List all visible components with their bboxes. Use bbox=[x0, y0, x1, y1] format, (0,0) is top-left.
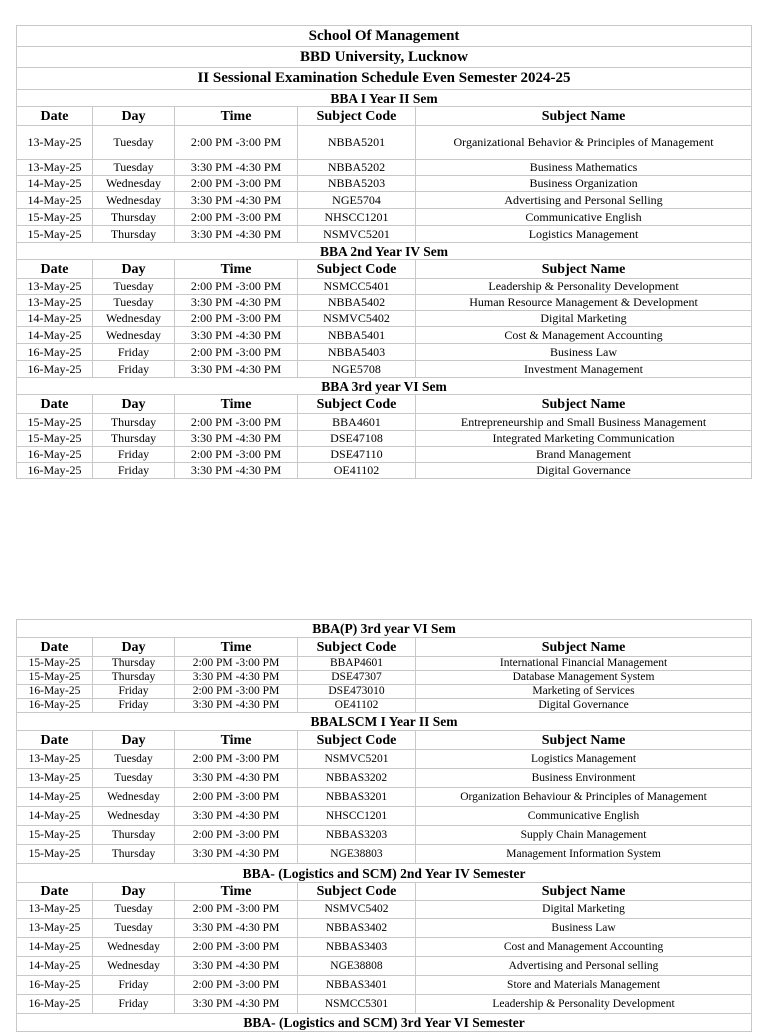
column-header-row bbox=[17, 395, 752, 414]
table-row bbox=[17, 192, 752, 209]
section-title-row bbox=[17, 90, 752, 107]
table-row bbox=[17, 126, 752, 160]
subject-code-cell: NBBA5403 bbox=[298, 344, 416, 361]
time-cell: 3:30 PM -4:30 PM bbox=[175, 995, 298, 1014]
subject-code-cell: NBBAS3202 bbox=[298, 769, 416, 788]
date-cell: 15-May-25 bbox=[17, 414, 93, 431]
subject-name-cell: Advertising and Personal Selling bbox=[416, 192, 752, 209]
time-cell: 3:30 PM -4:30 PM bbox=[175, 463, 298, 479]
date-cell: 13-May-25 bbox=[17, 295, 93, 311]
subject-code-cell: DSE47307 bbox=[298, 671, 416, 685]
subject-code-cell: NBBA5201 bbox=[298, 126, 416, 160]
subject-name-cell: Brand Management bbox=[416, 447, 752, 463]
column-header-row bbox=[17, 883, 752, 901]
time-cell: 2:00 PM -3:00 PM bbox=[175, 126, 298, 160]
date-cell: 16-May-25 bbox=[17, 361, 93, 378]
day-cell: Thursday bbox=[93, 226, 175, 243]
subject-code-cell: NBBAS3403 bbox=[298, 938, 416, 957]
day-cell: Thursday bbox=[93, 414, 175, 431]
subject-code-cell: NBBAS3401 bbox=[298, 976, 416, 995]
table-row bbox=[17, 226, 752, 243]
column-header-date: Date bbox=[17, 395, 93, 414]
section-title-row bbox=[17, 864, 752, 883]
date-cell: 16-May-25 bbox=[17, 463, 93, 479]
date-cell: 15-May-25 bbox=[17, 657, 93, 671]
subject-code-cell: NBBAS3402 bbox=[298, 919, 416, 938]
table-row bbox=[17, 671, 752, 685]
table-row bbox=[17, 327, 752, 344]
day-cell: Tuesday bbox=[93, 126, 175, 160]
time-cell: 2:00 PM -3:00 PM bbox=[175, 826, 298, 845]
day-cell: Friday bbox=[93, 995, 175, 1014]
table-row bbox=[17, 295, 752, 311]
date-cell: 13-May-25 bbox=[17, 279, 93, 295]
day-cell: Friday bbox=[93, 699, 175, 713]
table-row bbox=[17, 463, 752, 479]
time-cell: 3:30 PM -4:30 PM bbox=[175, 919, 298, 938]
day-cell: Tuesday bbox=[93, 919, 175, 938]
date-cell: 14-May-25 bbox=[17, 807, 93, 826]
column-header-date: Date bbox=[17, 107, 93, 126]
date-cell: 16-May-25 bbox=[17, 699, 93, 713]
time-cell: 2:00 PM -3:00 PM bbox=[175, 938, 298, 957]
table-row bbox=[17, 901, 752, 919]
time-cell: 3:30 PM -4:30 PM bbox=[175, 431, 298, 447]
time-cell: 2:00 PM -3:00 PM bbox=[175, 447, 298, 463]
subject-name-cell: Store and Materials Management bbox=[416, 976, 752, 995]
day-cell: Friday bbox=[93, 976, 175, 995]
subject-code-cell: NBBA5203 bbox=[298, 176, 416, 192]
time-cell: 2:00 PM -3:00 PM bbox=[175, 279, 298, 295]
subject-code-cell: NGE5708 bbox=[298, 361, 416, 378]
subject-name-cell: Cost and Management Accounting bbox=[416, 938, 752, 957]
subject-code-cell: NSMVC5201 bbox=[298, 226, 416, 243]
section-title-row bbox=[17, 243, 752, 260]
subject-code-cell: NHSCC1201 bbox=[298, 209, 416, 226]
table-row bbox=[17, 938, 752, 957]
subject-name-cell: Digital Governance bbox=[416, 699, 752, 713]
date-cell: 16-May-25 bbox=[17, 447, 93, 463]
subject-name-cell: Business Environment bbox=[416, 769, 752, 788]
table-row bbox=[17, 361, 752, 378]
time-cell: 3:30 PM -4:30 PM bbox=[175, 671, 298, 685]
table-row bbox=[17, 957, 752, 976]
column-header-row bbox=[17, 260, 752, 279]
subject-code-cell: NSMCC5301 bbox=[298, 995, 416, 1014]
subject-name-cell: Digital Marketing bbox=[416, 901, 752, 919]
time-cell: 2:00 PM -3:00 PM bbox=[175, 685, 298, 699]
date-cell: 15-May-25 bbox=[17, 845, 93, 864]
date-cell: 14-May-25 bbox=[17, 788, 93, 807]
date-cell: 15-May-25 bbox=[17, 226, 93, 243]
table-row bbox=[17, 657, 752, 671]
table-row bbox=[17, 685, 752, 699]
subject-name-cell: Organization Behaviour & Principles of Management bbox=[416, 788, 752, 807]
day-cell: Wednesday bbox=[93, 938, 175, 957]
column-header-subject-name: Subject Name bbox=[416, 107, 752, 126]
column-header-day: Day bbox=[93, 395, 175, 414]
subject-code-cell: NHSCC1201 bbox=[298, 807, 416, 826]
table-row bbox=[17, 826, 752, 845]
time-cell: 2:00 PM -3:00 PM bbox=[175, 901, 298, 919]
subject-name-cell: Database Management System bbox=[416, 671, 752, 685]
section-title: BBA- (Logistics and SCM) 2nd Year IV Semester bbox=[17, 864, 752, 883]
section-title: BBA 2nd Year IV Sem bbox=[17, 243, 752, 260]
subject-name-cell: Leadership & Personality Development bbox=[416, 279, 752, 295]
subject-name-cell: Cost & Management Accounting bbox=[416, 327, 752, 344]
time-cell: 3:30 PM -4:30 PM bbox=[175, 807, 298, 826]
column-header-subject-code: Subject Code bbox=[298, 731, 416, 750]
time-cell: 2:00 PM -3:00 PM bbox=[175, 311, 298, 327]
time-cell: 2:00 PM -3:00 PM bbox=[175, 788, 298, 807]
day-cell: Wednesday bbox=[93, 192, 175, 209]
table-row bbox=[17, 919, 752, 938]
table-row bbox=[17, 788, 752, 807]
day-cell: Wednesday bbox=[93, 311, 175, 327]
date-cell: 15-May-25 bbox=[17, 671, 93, 685]
section-title: BBA 3rd year VI Sem bbox=[17, 378, 752, 395]
date-cell: 13-May-25 bbox=[17, 919, 93, 938]
column-header-time: Time bbox=[175, 883, 298, 901]
date-cell: 16-May-25 bbox=[17, 685, 93, 699]
day-cell: Tuesday bbox=[93, 160, 175, 176]
subject-name-cell: Human Resource Management & Development bbox=[416, 295, 752, 311]
column-header-day: Day bbox=[93, 107, 175, 126]
date-cell: 13-May-25 bbox=[17, 160, 93, 176]
table-row bbox=[17, 414, 752, 431]
column-header-subject-name: Subject Name bbox=[416, 395, 752, 414]
date-cell: 15-May-25 bbox=[17, 209, 93, 226]
table-row bbox=[17, 699, 752, 713]
school-name: School Of Management bbox=[17, 26, 752, 47]
date-cell: 14-May-25 bbox=[17, 957, 93, 976]
column-header-time: Time bbox=[175, 107, 298, 126]
column-header-subject-code: Subject Code bbox=[298, 638, 416, 657]
column-header-subject-name: Subject Name bbox=[416, 883, 752, 901]
subject-code-cell: NSMVC5201 bbox=[298, 750, 416, 769]
column-header-time: Time bbox=[175, 260, 298, 279]
day-cell: Thursday bbox=[93, 209, 175, 226]
time-cell: 3:30 PM -4:30 PM bbox=[175, 226, 298, 243]
subject-name-cell: Marketing of Services bbox=[416, 685, 752, 699]
table-row bbox=[17, 160, 752, 176]
column-header-row bbox=[17, 731, 752, 750]
table-row bbox=[17, 769, 752, 788]
section-title-row bbox=[17, 1014, 752, 1032]
date-cell: 14-May-25 bbox=[17, 938, 93, 957]
date-cell: 16-May-25 bbox=[17, 344, 93, 361]
column-header-day: Day bbox=[93, 260, 175, 279]
column-header-subject-code: Subject Code bbox=[298, 107, 416, 126]
day-cell: Wednesday bbox=[93, 327, 175, 344]
subject-code-cell: NSMVC5402 bbox=[298, 901, 416, 919]
schedule-table-page-1 bbox=[16, 25, 752, 479]
subject-name-cell: Supply Chain Management bbox=[416, 826, 752, 845]
subject-code-cell: OE41102 bbox=[298, 699, 416, 713]
subject-name-cell: Business Law bbox=[416, 344, 752, 361]
subject-name-cell: Management Information System bbox=[416, 845, 752, 864]
subject-name-cell: Logistics Management bbox=[416, 226, 752, 243]
column-header-row bbox=[17, 638, 752, 657]
subject-code-cell: NSMVC5402 bbox=[298, 311, 416, 327]
subject-code-cell: NBBA5402 bbox=[298, 295, 416, 311]
table-row bbox=[17, 344, 752, 361]
time-cell: 3:30 PM -4:30 PM bbox=[175, 192, 298, 209]
subject-code-cell: NSMCC5401 bbox=[298, 279, 416, 295]
column-header-time: Time bbox=[175, 395, 298, 414]
table-row bbox=[17, 807, 752, 826]
column-header-subject-code: Subject Code bbox=[298, 260, 416, 279]
schedule-title: II Sessional Examination Schedule Even Semester 2024-25 bbox=[17, 68, 752, 90]
day-cell: Wednesday bbox=[93, 176, 175, 192]
column-header-subject-name: Subject Name bbox=[416, 260, 752, 279]
day-cell: Wednesday bbox=[93, 957, 175, 976]
day-cell: Thursday bbox=[93, 431, 175, 447]
subject-name-cell: Business Mathematics bbox=[416, 160, 752, 176]
column-header-row bbox=[17, 107, 752, 126]
subject-name-cell: Business Law bbox=[416, 919, 752, 938]
subject-code-cell: NBBAS3201 bbox=[298, 788, 416, 807]
table-row bbox=[17, 311, 752, 327]
time-cell: 3:30 PM -4:30 PM bbox=[175, 769, 298, 788]
time-cell: 3:30 PM -4:30 PM bbox=[175, 361, 298, 378]
schedule-table-page-2 bbox=[16, 619, 752, 1032]
day-cell: Friday bbox=[93, 361, 175, 378]
table-row bbox=[17, 995, 752, 1014]
column-header-day: Day bbox=[93, 731, 175, 750]
subject-name-cell: Organizational Behavior & Principles of Management bbox=[416, 126, 752, 160]
time-cell: 2:00 PM -3:00 PM bbox=[175, 414, 298, 431]
time-cell: 2:00 PM -3:00 PM bbox=[175, 344, 298, 361]
table-row bbox=[17, 176, 752, 192]
subject-name-cell: Communicative English bbox=[416, 807, 752, 826]
subject-code-cell: OE41102 bbox=[298, 463, 416, 479]
section-title: BBALSCM I Year II Sem bbox=[17, 713, 752, 731]
day-cell: Thursday bbox=[93, 671, 175, 685]
table-row bbox=[17, 209, 752, 226]
subject-code-cell: BBA4601 bbox=[298, 414, 416, 431]
column-header-subject-code: Subject Code bbox=[298, 883, 416, 901]
column-header-subject-name: Subject Name bbox=[416, 638, 752, 657]
date-cell: 13-May-25 bbox=[17, 769, 93, 788]
subject-name-cell: Advertising and Personal selling bbox=[416, 957, 752, 976]
subject-name-cell: Communicative English bbox=[416, 209, 752, 226]
university-name: BBD University, Lucknow bbox=[17, 47, 752, 68]
date-cell: 14-May-25 bbox=[17, 311, 93, 327]
time-cell: 3:30 PM -4:30 PM bbox=[175, 845, 298, 864]
day-cell: Thursday bbox=[93, 657, 175, 671]
column-header-day: Day bbox=[93, 883, 175, 901]
column-header-date: Date bbox=[17, 883, 93, 901]
section-title-row bbox=[17, 713, 752, 731]
subject-code-cell: NBBA5202 bbox=[298, 160, 416, 176]
table-row bbox=[17, 431, 752, 447]
table-row bbox=[17, 447, 752, 463]
day-cell: Wednesday bbox=[93, 807, 175, 826]
day-cell: Thursday bbox=[93, 845, 175, 864]
column-header-date: Date bbox=[17, 731, 93, 750]
time-cell: 3:30 PM -4:30 PM bbox=[175, 957, 298, 976]
section-title-row bbox=[17, 620, 752, 638]
subject-code-cell: DSE47108 bbox=[298, 431, 416, 447]
section-title: BBA- (Logistics and SCM) 3rd Year VI Semester bbox=[17, 1014, 752, 1032]
column-header-date: Date bbox=[17, 638, 93, 657]
day-cell: Tuesday bbox=[93, 901, 175, 919]
day-cell: Tuesday bbox=[93, 769, 175, 788]
date-cell: 15-May-25 bbox=[17, 431, 93, 447]
date-cell: 13-May-25 bbox=[17, 126, 93, 160]
column-header-subject-name: Subject Name bbox=[416, 731, 752, 750]
subject-code-cell: NGE38803 bbox=[298, 845, 416, 864]
day-cell: Wednesday bbox=[93, 788, 175, 807]
time-cell: 2:00 PM -3:00 PM bbox=[175, 657, 298, 671]
time-cell: 3:30 PM -4:30 PM bbox=[175, 160, 298, 176]
day-cell: Friday bbox=[93, 463, 175, 479]
date-cell: 16-May-25 bbox=[17, 976, 93, 995]
date-cell: 13-May-25 bbox=[17, 750, 93, 769]
day-cell: Thursday bbox=[93, 826, 175, 845]
time-cell: 2:00 PM -3:00 PM bbox=[175, 976, 298, 995]
table-row bbox=[17, 845, 752, 864]
subject-code-cell: NGE5704 bbox=[298, 192, 416, 209]
subject-name-cell: Logistics Management bbox=[416, 750, 752, 769]
section-title: BBA(P) 3rd year VI Sem bbox=[17, 620, 752, 638]
day-cell: Friday bbox=[93, 344, 175, 361]
time-cell: 2:00 PM -3:00 PM bbox=[175, 209, 298, 226]
date-cell: 16-May-25 bbox=[17, 995, 93, 1014]
table-row bbox=[17, 976, 752, 995]
column-header-day: Day bbox=[93, 638, 175, 657]
date-cell: 14-May-25 bbox=[17, 192, 93, 209]
time-cell: 2:00 PM -3:00 PM bbox=[175, 176, 298, 192]
section-title-row bbox=[17, 378, 752, 395]
subject-name-cell: Digital Governance bbox=[416, 463, 752, 479]
subject-name-cell: Digital Marketing bbox=[416, 311, 752, 327]
table-row bbox=[17, 279, 752, 295]
date-cell: 14-May-25 bbox=[17, 327, 93, 344]
table-row bbox=[17, 750, 752, 769]
subject-name-cell: Investment Management bbox=[416, 361, 752, 378]
subject-code-cell: BBAP4601 bbox=[298, 657, 416, 671]
time-cell: 3:30 PM -4:30 PM bbox=[175, 327, 298, 344]
date-cell: 14-May-25 bbox=[17, 176, 93, 192]
time-cell: 2:00 PM -3:00 PM bbox=[175, 750, 298, 769]
subject-name-cell: Leadership & Personality Development bbox=[416, 995, 752, 1014]
date-cell: 15-May-25 bbox=[17, 826, 93, 845]
subject-code-cell: NBBAS3203 bbox=[298, 826, 416, 845]
day-cell: Tuesday bbox=[93, 279, 175, 295]
time-cell: 3:30 PM -4:30 PM bbox=[175, 295, 298, 311]
column-header-subject-code: Subject Code bbox=[298, 395, 416, 414]
column-header-date: Date bbox=[17, 260, 93, 279]
subject-code-cell: DSE47110 bbox=[298, 447, 416, 463]
day-cell: Friday bbox=[93, 447, 175, 463]
time-cell: 3:30 PM -4:30 PM bbox=[175, 699, 298, 713]
section-title: BBA I Year II Sem bbox=[17, 90, 752, 107]
subject-name-cell: Integrated Marketing Communication bbox=[416, 431, 752, 447]
day-cell: Tuesday bbox=[93, 295, 175, 311]
day-cell: Friday bbox=[93, 685, 175, 699]
subject-name-cell: International Financial Management bbox=[416, 657, 752, 671]
subject-code-cell: NBBA5401 bbox=[298, 327, 416, 344]
column-header-time: Time bbox=[175, 731, 298, 750]
subject-code-cell: NGE38808 bbox=[298, 957, 416, 976]
day-cell: Tuesday bbox=[93, 750, 175, 769]
column-header-time: Time bbox=[175, 638, 298, 657]
subject-code-cell: DSE473010 bbox=[298, 685, 416, 699]
subject-name-cell: Business Organization bbox=[416, 176, 752, 192]
date-cell: 13-May-25 bbox=[17, 901, 93, 919]
subject-name-cell: Entrepreneurship and Small Business Management bbox=[416, 414, 752, 431]
